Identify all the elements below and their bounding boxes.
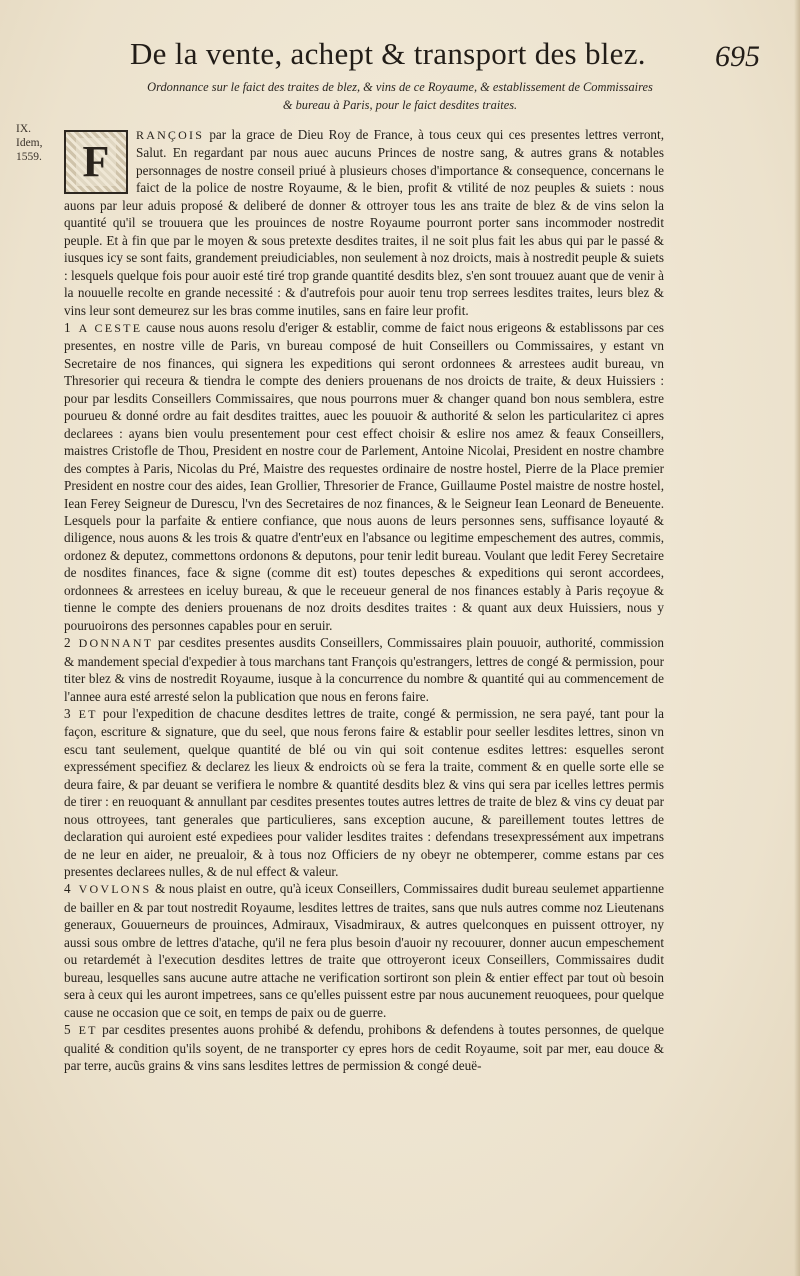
intro-text: par la grace de Dieu Roy de France, à tous ceux qui ces presentes lettres verront, Salut. En regardant par nous auec aucuns Princes de nostre sang, & autres grans & notables personnages de nostre conseil priué à plusieurs choses d'importance & consequence, concernans le faict de la police de nostre Royaume, & le bien, profit & vtilité de noz peuples & suiets : nous auons par leur aduis proposé & deliberé de donner & ottroyer tous les ans traite de blez & de vins selon la quantité qu'il se trouuera que les prouinces de nostre Royaume pourront porter sans incommoder nostredit peuple. Et à fin que par le moyen & sous pretexte desdites traites, il ne soit plus fait les abus qui par le passé & iusques icy se sont faits, grandement preiudiciables, non seulement à noz droicts, mais à nostredit peuple & suiets : lesquels quelque fois pour auoir esté tiré trop grande quantité desdits blez, s'en sont trouuez auant que de venir à la nouuelle recolte en grande necessité : & d'autrefois pour auoir tenu trop serrees lesdites traites, leurs blez & vins leur sont demeurez sur les bras comme inutiles, sans en faire leur profit. [64, 127, 664, 318]
section-paragraph [64, 634, 664, 705]
section-number: 4 [64, 881, 71, 897]
section-text: par cesdites presentes ausdits Conseillers, Commissaires plain pouuoir, authorité, commission & mandement special d'expedier à tous marchans tant François qu'estrangers, lettres de congé & permission, pour titer blez & vins de nostredit Royaume, iusque à la concurrence du nombre & quantité qui au commencement de l'annee aura esté arresté selon la publication que nous en ferons faire. [64, 635, 664, 704]
section-text: pour l'expedition de chacune desdites lettres de traite, congé & permission, ne sera payé, tant pour la façon, escriture & signature, que du seel, que nous ferons faire & establir pour seeller lesdites lettres, sinon vn escu tant seulement, quelque quantité de blé ou vin qui soit contenue esdites lettres: esquelles seront expressément specifiez & declarez les lieux & endroicts où se fera la traite, comment & en quelle sorte elle se deura faire, & par deuant se verifiera le nombre & quantité desdits blez & vins qui sera par icelles lettres permis de tirer : en reuoquant & annullant par cesdites presentes toutes autres lettres de traite de blez & vins cy deuat par nous ottroyees, tant generales que particulieres, sans exception aucune, & pareillement toutes lettres de declaration qui auroient esté expediees pour valider lesdites traites : defendans tresexpressément aux impetrans de ne leur en aider, ne preualoir, & à tous noz Officiers de ny obeyr ne obtemperer, comme estans par ces presentes declarees nulles, & de nul effect & valeur. [64, 705, 664, 880]
subtitle-line-2: & bureau à Paris, pour le faict desdites traites. [282, 98, 518, 112]
section-lead: VOVLONS [78, 882, 152, 897]
intro-smallcaps: RANÇOIS [136, 128, 205, 142]
margin-note-date: Idem, 1559. [16, 137, 43, 163]
body-text [64, 126, 664, 1074]
section-text: par cesdites presentes auons prohibé & defendu, prohibons & defendens à toutes personnes, de quelque qualité & condition qu'ils soyent, de ne transporter cy epres hors de cedit Royaume, soit par mer, eau douce & par terre, aucũs grains & vins sans lesdites lettres de permission & congé deuë- [64, 1022, 664, 1074]
section-lead: DONNANT [78, 636, 154, 651]
section-text: & nous plaist en outre, qu'à iceux Conseillers, Commissaires dudit bureau seulemet appartienne de bailler en & par tout nostredit Royaume, lesdites lettres de traites, sans que nuls autres comme noz Lieutenans generaux, Gouuerneurs de prouinces, Admiraux, Visadmiraux, & autres quelconques en puissent ottroyer, ny aussi sous ombre de lettres d'atache, qu'il ne fera plus besoin d'auoir ny recouurer, donner aucun empeschement ou retardemét à l'execution desdites lettres de traite que ottroyeront iceux Conseillers, Commissaires dudit bureau, lesquelles sans aucune autre attache ne verification sortiront son plein & entier effect par tout où besoin sera à ceux qui les auront impetrees, sans ce qu'elles puissent estre par nous aucunement reuoquees, pour quelque cause ne occasion que ce soit, en temps de paix ou de guerre. [64, 881, 664, 1020]
running-title: De la vente, achept & transport des blez. [130, 36, 646, 71]
section-paragraph [64, 705, 664, 881]
ordinance-subtitle [60, 78, 740, 114]
section-lead: ET [78, 706, 98, 721]
page-header [60, 30, 760, 76]
section-paragraph [64, 1021, 664, 1074]
section-number: 2 [64, 635, 71, 651]
section-paragraph [64, 319, 664, 634]
subtitle-line-1: Ordonnance sur le faict des traites de blez, & vins de ce Royaume, & establissement de Commissaires [147, 80, 653, 94]
intro-paragraph [64, 126, 664, 319]
margin-note-number: IX. [16, 123, 32, 135]
drop-cap-ornament [64, 130, 128, 194]
section-lead: ET [78, 1023, 98, 1038]
section-paragraph [64, 880, 664, 1021]
section-number: 1 [64, 319, 71, 335]
section-number: 3 [64, 705, 71, 721]
drop-cap-letter: F [76, 138, 116, 186]
section-text: cause nous auons resolu d'eriger & establir, comme de faict nous erigeons & establissons par ces presentes, en nostre ville de Paris, vn bureau composé de huit Conseillers ou Commissaires, y estant vn Secretaire de nos finances, qui signera les expeditions qui seront ordonnees & arrestees audit bureau, vn Thresorier qui receura & tiendra le compte des deniers prouenans de nos droicts de traite, & deux Huissiers : pour par lesdits Conseillers Commissaires, que nous pourrons muer & changer quand bon nous semblera, estre pourueu & donné ordre au fait desdites traittes, auec les pouuoir & authorité & selon les particularitez ci apres declarees : ayans bien voulu presentement pour cest effect choisir & eslire nos amez & feaux Conseillers, maistres Cristofle de Thou, President en nostre cour de Parlement, Antoine Nicolai, President en nostre chambre des comptes à Paris, Nicolas du Pré, Maistre des requestes ordinaire de nostre hostel, Pierre de la Place premier President en nostre cour des aides, Iean Grollier, Thresorier de France, Guillaume Postel maistre de nostre hostel, Iean Ferey Seigneur de Durescu, l'vn des Secretaires de noz finances, & le Seigneur Iean Leonard de Beneuente. Lesquels pour la parfaite & entiere confiance, que nous auons de leurs personnes sens, suffisance loyauté & diligence, nous auons & les trois & quatre d'entr'eux en l'absance ou legitime empeschement des autres, commis, ordonez & deputez, commettons ordonons & deputons, pour tenir ledit bureau. Voulant que ledit Ferey Secretaire de nosdites finances, face & signe (comme dit est) toutes depesches & expeditions qui seront accordees, ordonnees & arrestees en iceluy bureau, & que le receueur general de nos finances estably à Paris reçoyue & tienne le compte des deniers prouenans de noz droits desdites traites : & quant aux deux Huissiers, nous y pouruoirons des personnes capables pour en seruir. [64, 319, 664, 633]
section-number: 5 [64, 1022, 71, 1038]
page-edge-shadow [794, 0, 800, 1276]
section-lead: A CESTE [78, 320, 143, 335]
margin-note [16, 122, 62, 164]
page-number: 695 [715, 40, 760, 73]
